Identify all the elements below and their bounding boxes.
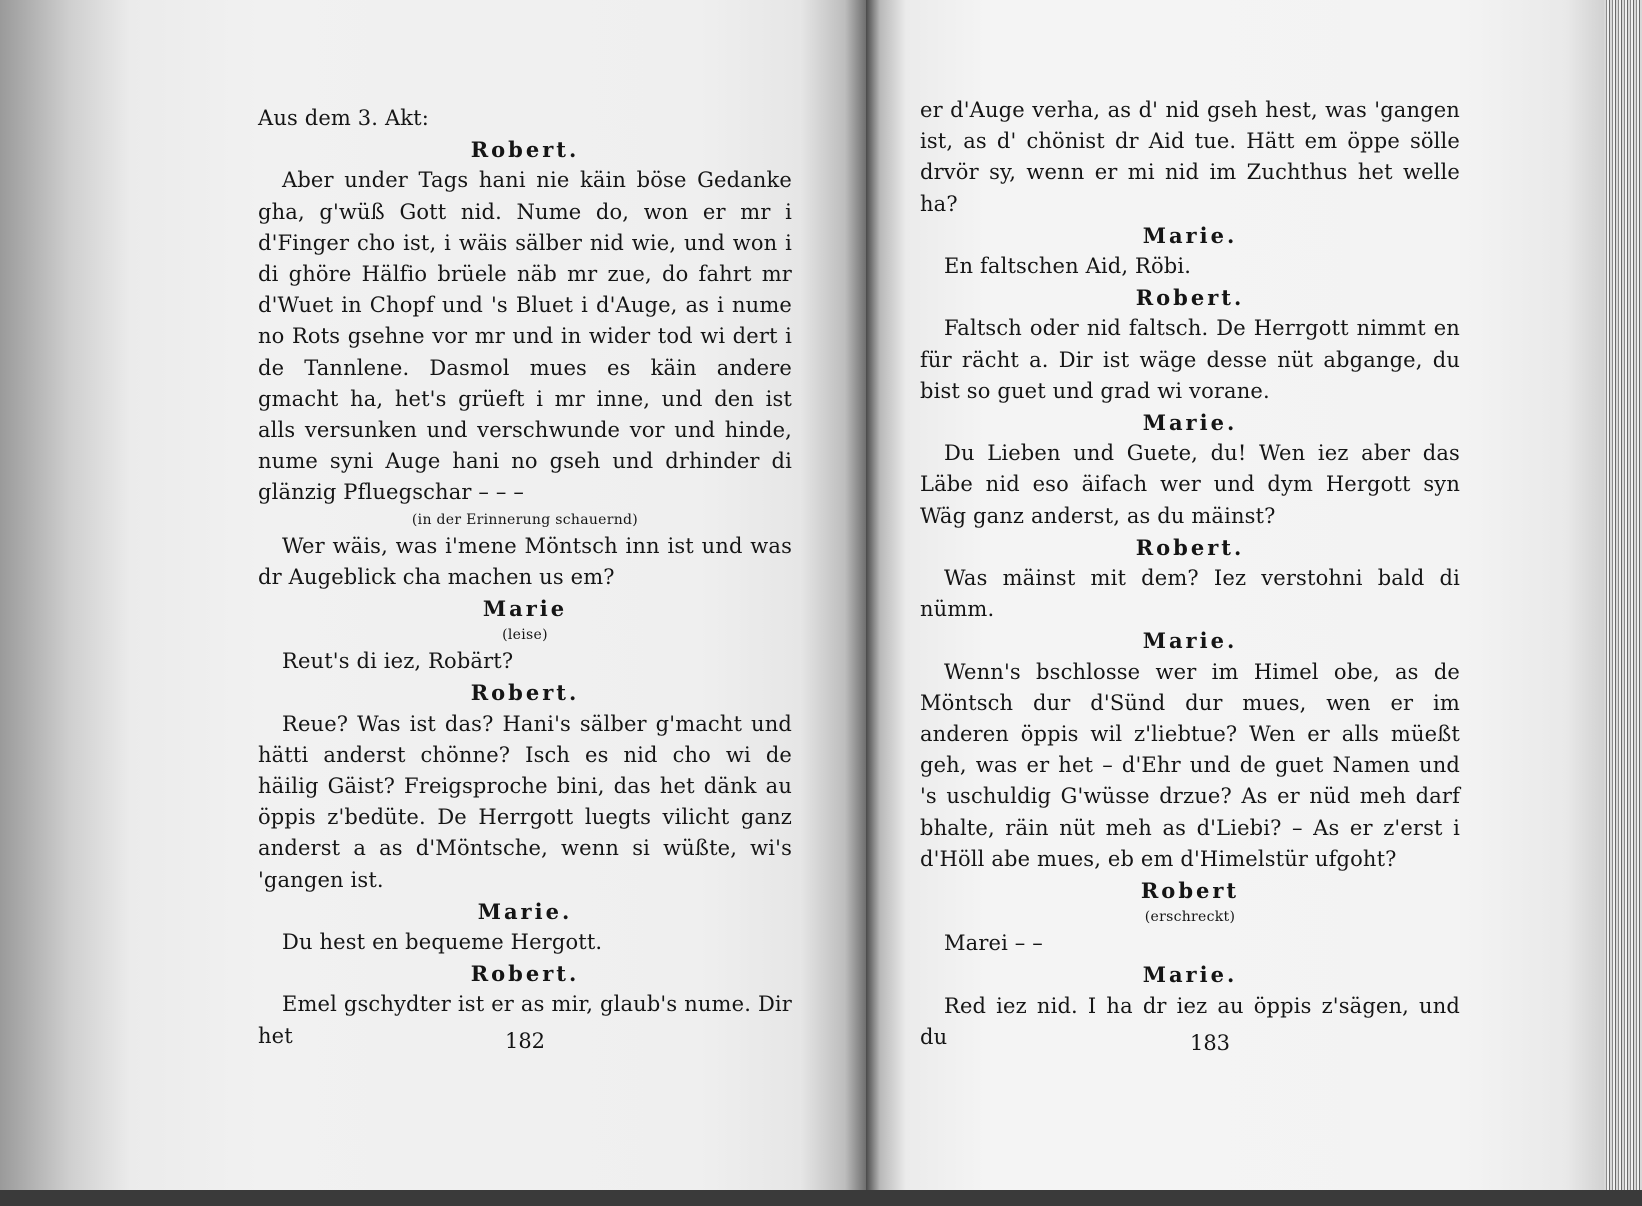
speaker-name: Marie. (1142, 628, 1238, 654)
left-page-text (258, 103, 792, 1052)
speaker-name: Marie. (477, 898, 573, 924)
bottom-shadow (0, 1190, 1642, 1206)
right-page-text (920, 95, 1460, 1053)
stage-direction: (leise) (502, 627, 548, 644)
dialogue-paragraph: Du hest en bequeme Hergott. (282, 930, 603, 955)
dialogue-paragraph: Was mäinst mit dem? Iez verstohni bald di nümm. (920, 566, 1460, 622)
dialogue-paragraph: Faltsch oder nid faltsch. De Herrgott nimmt en für rächt a. Dir ist wäge desse nüt abgange, du bist so guet und grad wi vorane. (920, 316, 1460, 403)
speaker-name: Marie. (1142, 962, 1238, 988)
speaker-name: Robert (1140, 878, 1240, 904)
page-number: 182 (504, 1029, 546, 1053)
speaker-name: Robert. (470, 961, 580, 987)
stage-direction: (in der Erinnerung schauernd) (411, 511, 639, 528)
page-number: 183 (1189, 1031, 1231, 1055)
dialogue-paragraph: Marei – – (944, 931, 1043, 956)
right-page (866, 0, 1608, 1190)
dialogue-paragraph: Aber under Tags hani nie käin böse Gedanke gha, g'wüß Gott nid. Nume do, won er mr i d'Finger cho ist, i wäis sälber nid wie, und won i di ghöre Hälfio brüele näb mr zue, do fahrt mr d'Wuet in Chopf und 's Bluet i d'Auge, as i nume no Rots gsehne vor mr und in wider tod wi dert i de Tannlene. Dasmol mues es käin andere gmacht ha, het's grüeft i mr inne, und den ist alls versunken und verschwunde vor und hinde, nume syni Auge hani no gseh und drhinder di glänzig Pfluegschar – – – (258, 168, 792, 505)
dialogue-paragraph: Wer wäis, was i'mene Möntsch inn ist und was dr Augeblick cha machen us em? (258, 533, 792, 589)
speaker-name: Marie. (1142, 222, 1238, 248)
act-heading: Aus dem 3. Akt: (258, 106, 429, 130)
speaker-name: Robert. (470, 137, 580, 163)
dialogue-paragraph: Red iez nid. I ha dr iez au öppis z'sägen, und du (920, 993, 1460, 1049)
speaker-name: Marie. (1142, 410, 1238, 436)
dialogue-paragraph: Reut's di iez, Robärt? (282, 649, 514, 674)
dialogue-paragraph: Wenn's bschlosse wer im Himel obe, as de Möntsch dur d'Sünd dur mues, wen er im anderen öppis wil z'liebtue? Wen er alls müeßt geh, was er het – d'Ehr und de guet Namen und 's uschuldig G'wüsse drzue? As er nüd meh darf bhalte, räin nüt meh as d'Liebi? – As er z'erst i d'Höll abe mues, eb em d'Himelstür ufgoht? (920, 659, 1460, 871)
dialogue-paragraph: Du Lieben und Guete, du! Wen iez aber das Läbe nid eso äifach wer und dym Hergott syn Wäg ganz anderst, as du mäinst? (920, 441, 1460, 528)
speaker-name: Robert. (470, 680, 580, 706)
stage-direction: (erschreckt) (1144, 909, 1236, 926)
dialogue-paragraph: En faltschen Aid, Röbi. (944, 254, 1192, 279)
page-edge-stack (1604, 0, 1642, 1206)
dialogue-paragraph: er d'Auge verha, as d' nid gseh hest, was 'gangen ist, as d' chönist dr Aid tue. Hätt em öppe sölle drvör sy, wenn er mi nid im Zuchthus het welle ha? (920, 98, 1460, 216)
speaker-name: Marie (482, 596, 568, 622)
speaker-name: Robert. (1135, 285, 1245, 311)
dialogue-paragraph: Emel gschydter ist er as mir, glaub's nume. Dir het (258, 992, 792, 1048)
speaker-name: Robert. (1135, 534, 1245, 560)
dialogue-paragraph: Reue? Was ist das? Hani's sälber g'macht und hätti anderst chönne? Isch es nid cho wi de häilig Gäist? Freigsproche bini, das het dänk au öppis z'bedüte. De Herrgott luegts vilicht ganz anderst a as d'Möntsche, wenn si wüßte, wi's 'gangen ist. (258, 711, 792, 892)
